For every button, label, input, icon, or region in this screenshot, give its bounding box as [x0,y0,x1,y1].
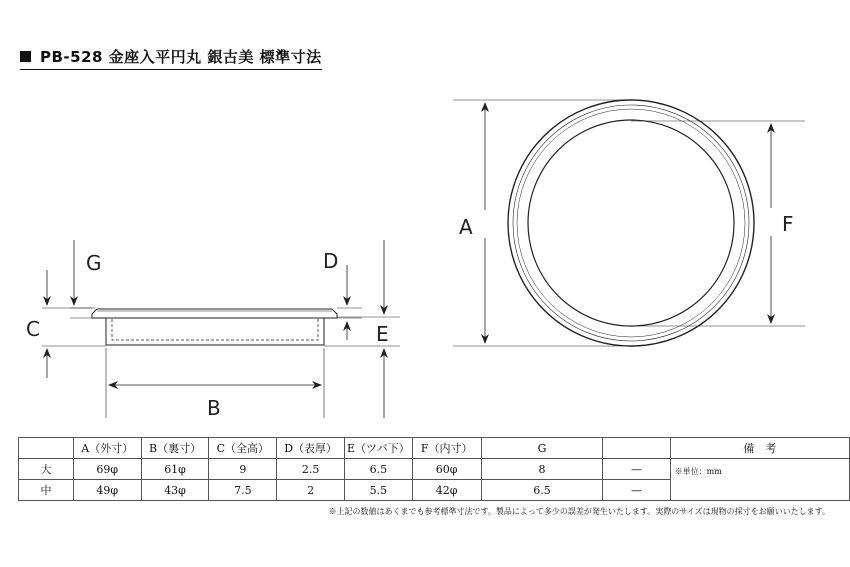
header-cell: C（全高） [209,438,277,459]
table-cell: 2 [277,480,345,501]
table-cell: 2.5 [277,459,345,480]
body-profile [106,318,324,345]
header-cell: A（外寸） [73,438,141,459]
spec-table [18,437,850,501]
label-c: C [26,317,40,341]
header-cell [19,438,74,459]
table-cell: 9 [209,459,277,480]
table-header-row [19,438,850,459]
title-text: PB-528 金座入平円丸 銀古美 標準寸法 [40,48,322,66]
row-size-label: 大 [19,459,74,480]
table-cell: — [603,459,670,480]
header-cell: D（表厚） [277,438,345,459]
table-cell: 60φ [412,459,481,480]
label-g: G [86,251,102,275]
label-f: F [782,212,794,236]
footnote: ※上記の数値はあくまでも参考標準寸法です。製品によって多少の誤差が発生いたします。実際のサイズは現物の採寸をお願いいたします。 [328,507,830,516]
header-cell: F（内寸） [412,438,481,459]
table-row [19,459,850,480]
table-cell: 69φ [73,459,141,480]
table-cell: — [603,480,670,501]
table-cell: 43φ [141,480,209,501]
dim-d [337,265,362,340]
header-cell: G [481,438,603,459]
header-cell [603,438,670,459]
label-a: A [459,215,473,239]
remarks-cell [670,459,849,501]
table-cell: 6.5 [481,480,603,501]
header-cell: B（裏寸） [141,438,209,459]
label-e: E [376,322,389,346]
body-inner-dashed [112,319,318,340]
table-cell: 7.5 [209,480,277,501]
label-d: D [323,249,339,273]
table-cell: 6.5 [345,459,413,480]
table-cell: 8 [481,459,603,480]
label-b: B [207,396,221,420]
side-view [92,309,337,345]
top-view [508,100,754,346]
header-cell: E（ツバ下） [345,438,413,459]
table-cell: 61φ [141,459,209,480]
flange-profile [92,309,337,318]
table-cell: 49φ [73,480,141,501]
table-cell: 5.5 [345,480,413,501]
row-size-label: 中 [19,480,74,501]
unit-note: ※単位：mm [674,466,722,476]
table-cell: 42φ [412,480,481,501]
header-cell: 備 考 [670,438,849,459]
